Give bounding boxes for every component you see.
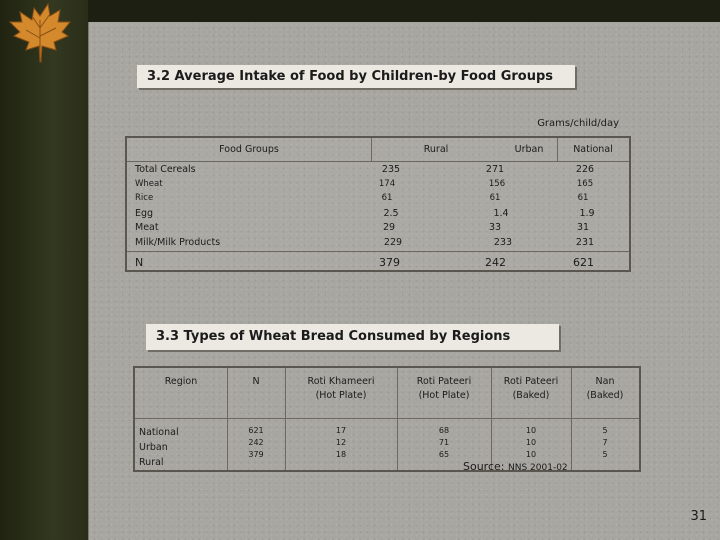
source-label: Source: — [463, 460, 505, 473]
table-header-row — [127, 138, 629, 162]
cell: 7 — [602, 438, 608, 447]
row-label: Wheat — [135, 179, 163, 189]
cell: 5 — [602, 426, 608, 435]
nan-column — [571, 425, 639, 461]
header-line: Roti Pateeri — [416, 376, 472, 387]
rural-value: 29 — [382, 222, 396, 233]
rural-value: 2.5 — [383, 208, 399, 219]
roti-khameeri-column — [285, 425, 397, 461]
header-national: National — [573, 144, 613, 155]
units-label: Grams/child/day — [537, 118, 619, 129]
urban-value: 33 — [488, 222, 502, 233]
header-line: Nan — [595, 376, 615, 387]
table-row — [127, 222, 629, 236]
urban-value: 271 — [485, 164, 505, 175]
cell: 10 — [525, 450, 537, 459]
urban-value: 61 — [489, 193, 501, 203]
cell: 65 — [438, 450, 450, 459]
rural-value: 235 — [381, 164, 401, 175]
row-label: Total Cereals — [135, 164, 196, 175]
region-column — [139, 425, 225, 470]
header-roti-pateeri-baked — [491, 375, 571, 403]
section-title-3-3: 3.3 Types of Wheat Bread Consumed by Regions — [146, 324, 559, 350]
header-line: (Baked) — [512, 390, 550, 401]
cell: 71 — [438, 438, 450, 447]
national-value: 226 — [575, 164, 595, 175]
header-food-groups: Food Groups — [219, 144, 279, 155]
region-name: Urban — [139, 442, 168, 453]
sample-size-row — [127, 251, 629, 275]
table-row — [127, 193, 629, 206]
cell: 10 — [525, 426, 537, 435]
page-number: 31 — [690, 509, 707, 524]
rural-value: 229 — [383, 237, 403, 248]
header-urban: Urban — [514, 144, 544, 155]
table-row — [127, 179, 629, 192]
cell: 17 — [335, 426, 347, 435]
urban-value: 1.4 — [493, 208, 509, 219]
table-row — [127, 208, 629, 222]
cell: 379 — [248, 450, 264, 459]
header-line: Roti Pateeri — [503, 376, 559, 387]
n-urban-value: 242 — [485, 256, 506, 269]
table-row — [127, 164, 629, 178]
header-rural: Rural — [423, 144, 449, 155]
national-value: 61 — [577, 193, 589, 203]
row-label: Milk/Milk Products — [135, 237, 221, 248]
section-title-3-2: 3.2 Average Intake of Food by Children-by Food Groups — [137, 65, 575, 88]
roti-pateeri-baked-column — [491, 425, 571, 461]
source-note — [463, 460, 568, 473]
slide-canvas — [88, 22, 720, 540]
header-line: (Hot Plate) — [418, 390, 470, 401]
n-rural-value: 379 — [379, 256, 400, 269]
n-label: N — [135, 256, 144, 269]
food-groups-table — [125, 136, 631, 272]
top-decorative-stripe — [88, 0, 720, 22]
urban-value: 233 — [493, 237, 513, 248]
row-label: Rice — [135, 193, 154, 203]
left-decorative-bar — [0, 0, 88, 540]
header-region-text: Region — [164, 376, 198, 387]
maple-leaf-icon — [4, 2, 74, 64]
region-name: National — [139, 427, 179, 438]
n-national-value: 621 — [573, 256, 594, 269]
header-roti-pateeri-hot — [397, 375, 491, 403]
row-label: Egg — [135, 208, 154, 219]
header-n-text: N — [252, 376, 260, 387]
row-label: Meat — [135, 222, 159, 233]
header-region — [135, 375, 227, 389]
national-value: 1.9 — [579, 208, 595, 219]
national-value: 165 — [576, 179, 594, 189]
urban-value: 156 — [488, 179, 506, 189]
cell: 5 — [602, 450, 608, 459]
cell: 18 — [335, 450, 347, 459]
cell: 10 — [525, 438, 537, 447]
cell: 242 — [248, 438, 264, 447]
national-value: 31 — [576, 222, 590, 233]
source-value: NNS 2001-02 — [508, 463, 568, 473]
wheat-bread-table — [133, 366, 641, 472]
region-name: Rural — [139, 457, 164, 468]
header-n — [227, 375, 285, 389]
rural-value: 174 — [378, 179, 396, 189]
roti-pateeri-hot-column — [397, 425, 491, 461]
header-line: (Baked) — [586, 390, 624, 401]
header-roti-khameeri — [285, 375, 397, 403]
header-nan — [571, 375, 639, 403]
header-line: (Hot Plate) — [315, 390, 367, 401]
cell: 12 — [335, 438, 347, 447]
rural-value: 61 — [381, 193, 393, 203]
cell: 68 — [438, 426, 450, 435]
table-row — [127, 237, 629, 251]
n-column — [227, 425, 285, 461]
cell: 621 — [248, 426, 264, 435]
header-line: Roti Khameeri — [307, 376, 375, 387]
national-value: 231 — [575, 237, 595, 248]
